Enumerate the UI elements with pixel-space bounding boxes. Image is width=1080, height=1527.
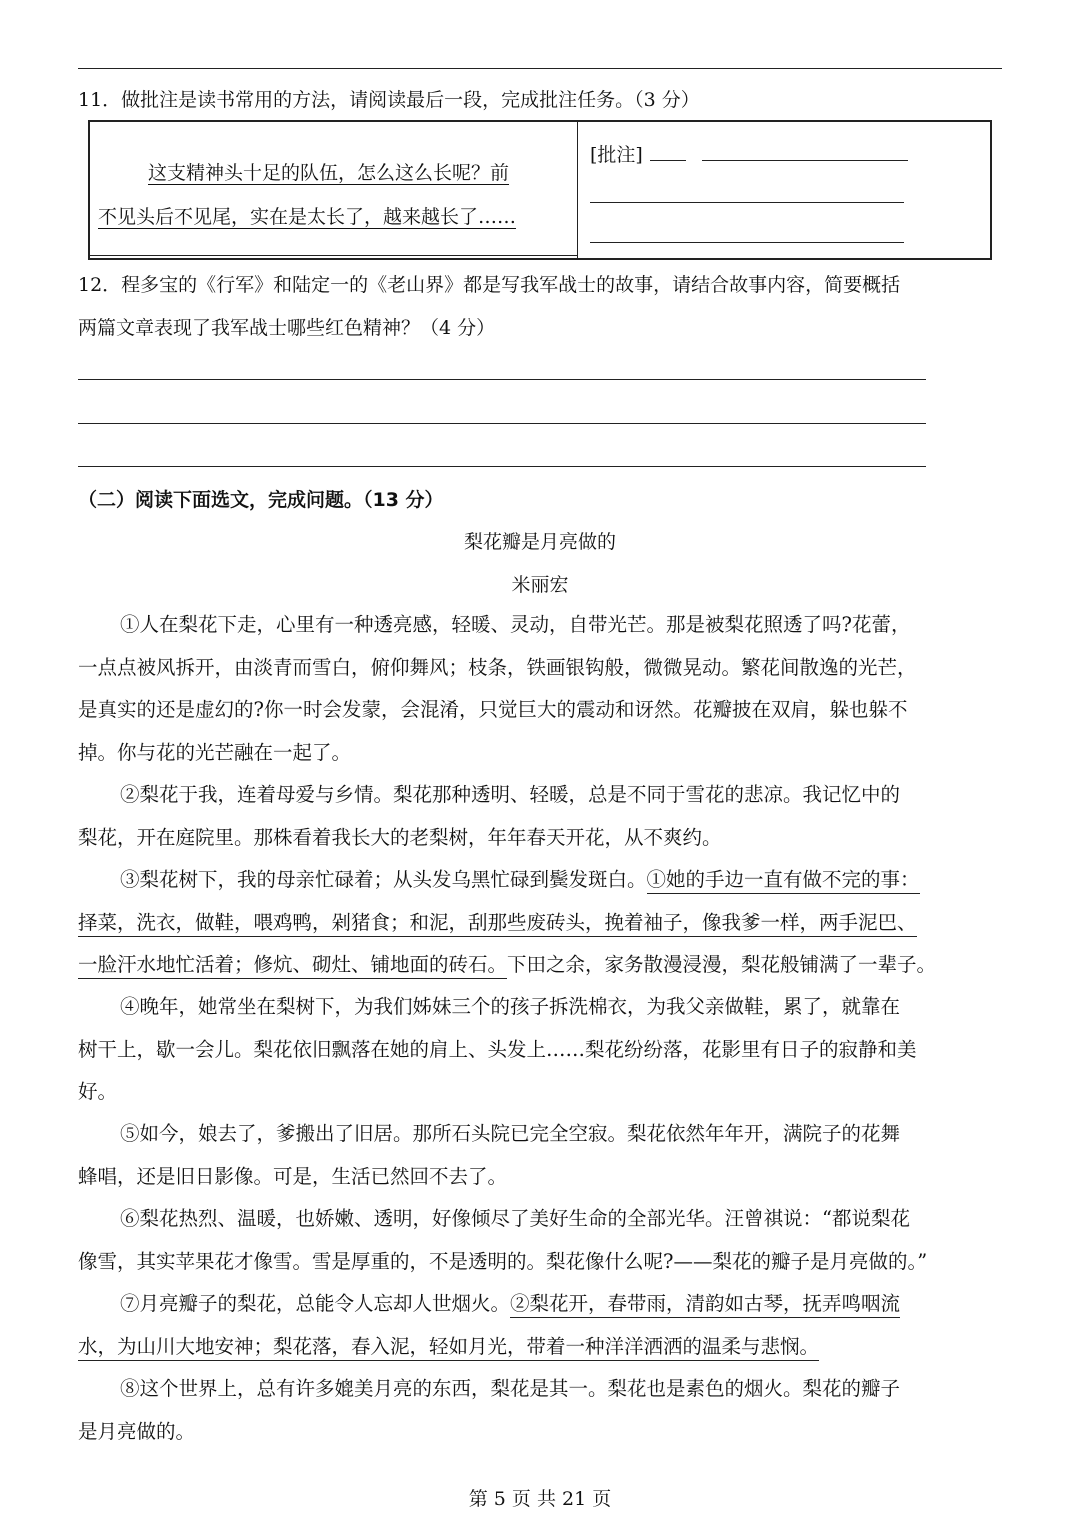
paragraph-3-line [78,944,1002,987]
paragraph-1-line: 一点点被风拆开，由淡青而雪白，俯仰舞风；枝条，铁画银钩般，微微晃动。繁花间散逸的光芒， [78,655,917,679]
paragraph-3-text: 下田之余，家务散漫浸漫，梨花般铺满了一辈子。 [507,953,937,977]
paragraph-2-line: ②梨花于我，连着母爱与乡情。梨花那种透明、轻暖，总是不同于雪花的悲凉。我记忆中的 [120,783,901,806]
paragraph-2-line: 梨花，开在庭院里。那株看着我长大的老梨树，年年春天开花，从不爽约。 [78,825,722,849]
question-12-prompt-line-2: 两篇文章表现了我军战士哪些红色精神？（4 分） [78,317,496,339]
underlined-sentence-2: 水，为山川大地安神；梨花落，春入泥，轻如月光，带着一种洋洋洒洒的温柔与悲悯。 [78,1335,819,1361]
paragraph-7-line [78,1326,1002,1369]
annotation-blank-short[interactable] [650,160,686,161]
paragraph-7-text: ⑦月亮瓣子的梨花，总能令人忘却人世烟火。 [120,1292,511,1315]
annotation-blank-3[interactable] [590,242,904,243]
question-12-prompt-line-1: 12．程多宝的《行军》和陆定一的《老山界》都是写我军战士的故事，请结合故事内容，简要概括 [78,274,901,296]
paragraph-6-line: 像雪，其实苹果花才像雪。雪是厚重的，不是透明的。梨花像什么呢?——梨花的瓣子是月亮做的。” [78,1249,928,1273]
paragraph-1-line: ①人在梨花下走，心里有一种透亮感，轻暖、灵动，自带光芒。那是被梨花照透了吗?花蕾， [120,613,911,636]
paragraph-8-line: 是月亮做的。 [78,1419,196,1443]
paragraph-4 [78,986,1002,1114]
answer-line-2[interactable] [78,423,926,424]
paragraph-3 [78,859,1002,987]
paragraph-8-line: ⑧这个世界上，总有许多媲美月亮的东西，梨花是其一。梨花也是素色的烟火。梨花的瓣子 [120,1377,901,1400]
paragraph-1-line: 是真实的还是虚幻的?你一时会发蒙，会混淆，只觉巨大的震动和讶然。花瓣披在双肩，躲也躲不 [78,698,908,722]
annotation-blank-1[interactable] [702,160,908,161]
paragraph-5 [78,1113,1002,1198]
top-rule [78,68,1002,69]
passage-line-1: 这支精神头十足的队伍，怎么这么长呢？前 [148,162,510,184]
table-divider [577,122,578,258]
annotation-label: [批注] [590,144,643,166]
paragraph-4-line: 好。 [78,1080,118,1104]
answer-line-1[interactable] [78,379,926,380]
underlined-sentence-1: 一脸汗水地忙活着；修炕、砌灶、铺地面的砖石。 [78,953,507,979]
paragraph-1-line: 掉。你与花的光芒融在一起了。 [78,740,352,764]
paragraph-5-line: 蜂唱，还是旧日影像。可是，生活已然回不去了。 [78,1164,508,1188]
section-heading: （二）阅读下面选文，完成问题。（13 分） [78,489,444,511]
article-title: 梨花瓣是月亮做的 [463,531,616,553]
passage-cell [90,122,577,258]
annotation-blank-2[interactable] [590,202,904,203]
passage-line-2: 不见头后不见尾，实在是太长了，越来越长了…… [98,206,517,228]
paragraph-3-line [78,902,1002,945]
paragraph-7 [78,1283,1002,1368]
answer-line-3[interactable] [78,466,926,467]
paragraph-7-line [78,1283,1002,1326]
annotation-table [88,120,992,260]
paragraph-5-line: ⑤如今，娘去了，爹搬出了旧居。那所石头院已完全空寂。梨花依然年年开，满院子的花舞 [120,1122,901,1145]
paragraph-3-text: ③梨花树下，我的母亲忙碌着；从头发乌黑忙碌到鬓发斑白。 [120,868,647,891]
page-number: 第 5 页 共 21 页 [468,1488,612,1510]
underlined-sentence-1: ①她的手边一直有做不完的事： [647,868,920,894]
passage-cell-bottom-line [90,255,577,256]
paragraph-3-line [78,859,1002,902]
question-11-prompt: 11．做批注是读书常用的方法，请阅读最后一段，完成批注任务。（3 分） [78,89,700,111]
paragraph-1 [78,604,1002,774]
paragraph-4-line: ④晚年，她常坐在梨树下，为我们姊妹三个的孩子拆洗棉衣，为我父亲做鞋，累了，就靠在 [120,995,901,1018]
paragraph-4-line: 树干上，歇一会儿。梨花依旧飘落在她的肩上、头发上……梨花纷纷落，花影里有日子的寂静和美 [78,1037,917,1061]
paragraph-8 [78,1368,1002,1453]
underlined-sentence-1: 择菜，洗衣，做鞋，喂鸡鸭，剁猪食；和泥，刮那些废砖头，挽着袖子，像我爹一样，两手泥巴、 [78,911,917,937]
paragraph-6 [78,1198,1002,1283]
paragraph-2 [78,774,1002,859]
paragraph-6-line: ⑥梨花热烈、温暖，也娇嫩、透明，好像倾尽了美好生命的全部光华。汪曾祺说：“都说梨花 [120,1207,910,1230]
underlined-sentence-2: ②梨花开，春带雨，清韵如古琴，抚弄鸣咽流 [510,1292,900,1318]
article-author: 米丽宏 [511,574,569,596]
